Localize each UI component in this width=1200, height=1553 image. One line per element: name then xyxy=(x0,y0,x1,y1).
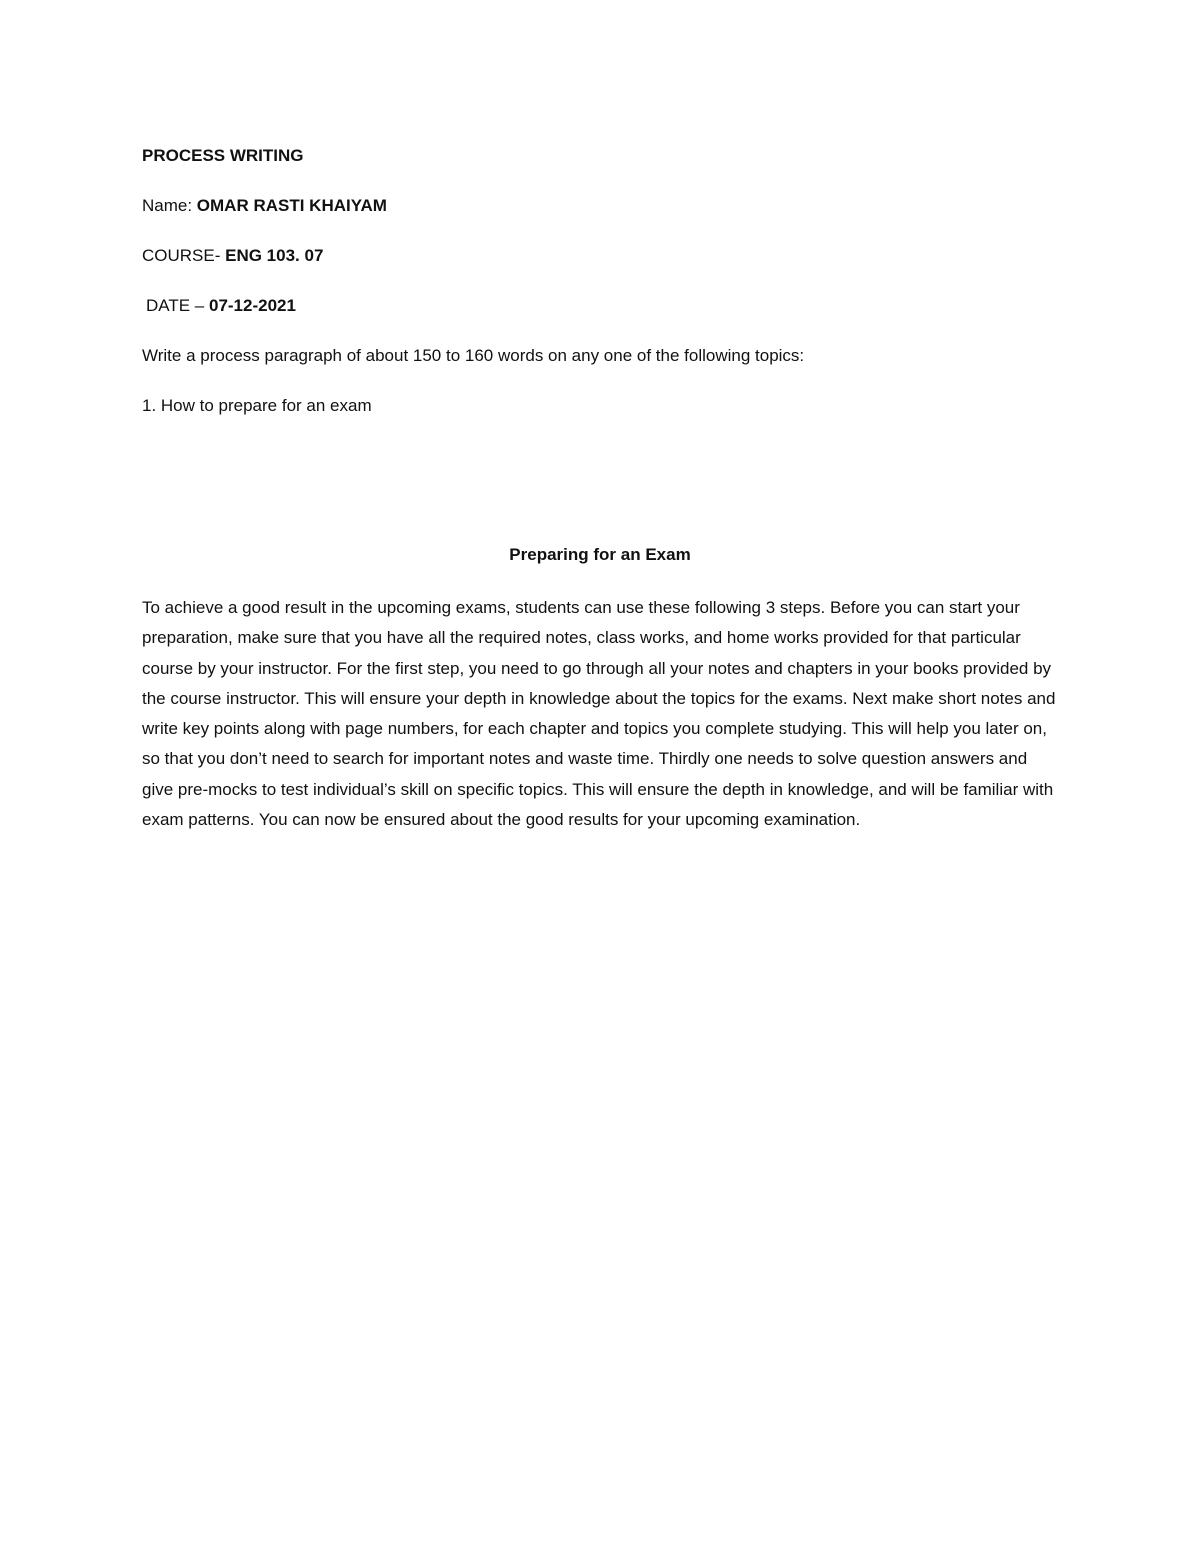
name-label: Name: xyxy=(142,196,197,215)
date-value: 07-12-2021 xyxy=(208,296,296,315)
essay-title: Preparing for an Exam xyxy=(509,545,691,564)
course-line xyxy=(142,246,323,266)
course-code: ENG 103. 07 xyxy=(225,246,324,265)
assignment-prompt: Write a process paragraph of about 150 to 160 words on any one of the following topics: xyxy=(142,346,805,365)
date-line xyxy=(146,296,296,316)
student-name: OMAR RASTI KHAIYAM xyxy=(196,196,387,215)
essay-paragraph: To achieve a good result in the upcoming exams, students can use these following 3 steps. Before you can start your preparation, make sure that you have all the required notes, class works, and home works provided for that particular course by your instructor. For the first step, you need to go through all your notes and chapters in your books provided by the course instructor. This will ensure your depth in knowledge about the topics for the exams. Next make short notes and write key points along with page numbers, for each chapter and topics you complete studying. This will help you later on, so that you don’t need to search for important notes and waste time. Thirdly one needs to solve question answers and give pre-mocks to test individual’s skill on specific topics. This will ensure the depth in knowledge, and will be familiar with exam patterns. You can now be ensured about the good results for your upcoming examination. xyxy=(142,598,1056,830)
name-line xyxy=(142,196,387,216)
course-label: COURSE- xyxy=(142,246,226,265)
document-title: PROCESS WRITING xyxy=(142,146,304,165)
date-label: DATE – xyxy=(146,296,209,315)
assignment-topic: 1. How to prepare for an exam xyxy=(142,396,372,415)
